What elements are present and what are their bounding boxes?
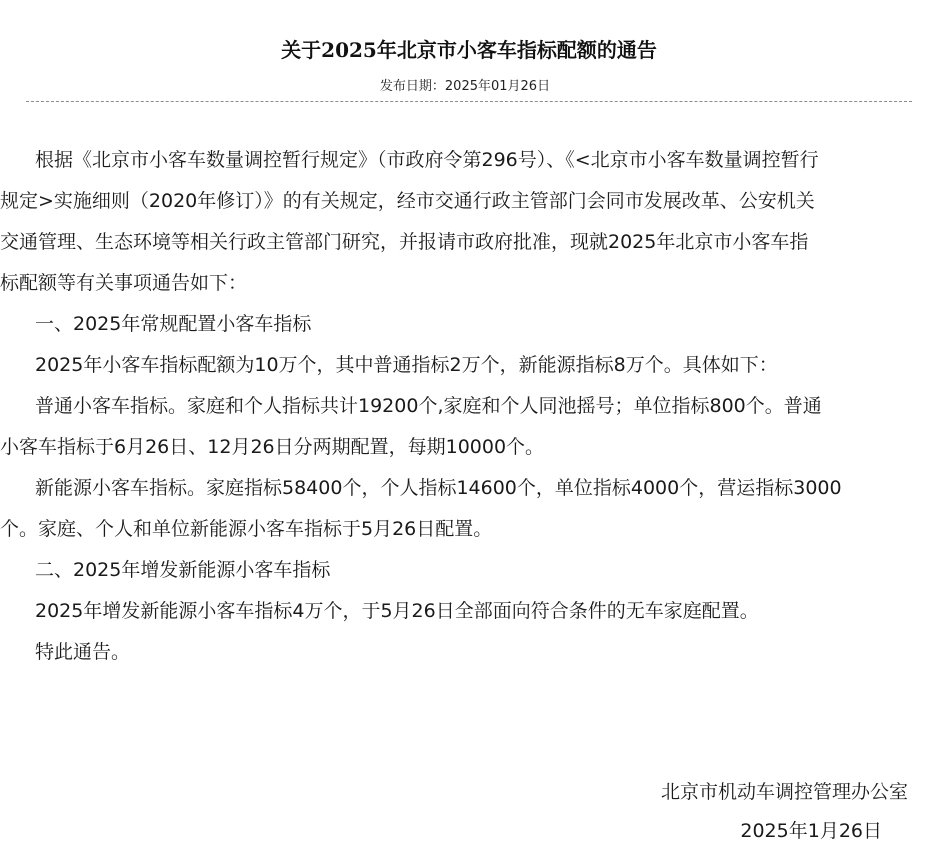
closing-statement: 特此通告。	[35, 641, 131, 663]
nev-quota-line-1: 新能源小客车指标。家庭指标58400个，个人指标14600个，单位指标4000个，营运指标3000	[35, 477, 842, 499]
intro-line-2: 规定>实施细则（2020年修订）》的有关规定，经市交通行政主管部门会同市发展改革、公安机关	[0, 190, 815, 212]
section2-heading: 二、2025年增发新能源小客车指标	[35, 559, 331, 581]
intro-line-4: 标配额等有关事项通告如下：	[0, 272, 248, 294]
signature-organization: 北京市机动车调控管理办公室	[660, 781, 908, 803]
section2-text: 2025年增发新能源小客车指标4万个，于5月26日全部面向符合条件的无车家庭配置。	[35, 600, 759, 622]
nev-quota-line-2: 个。家庭、个人和单位新能源小客车指标于5月26日配置。	[0, 518, 493, 540]
ordinary-quota-line-2: 小客车指标于6月26日、12月26日分两期配置，每期10000个。	[0, 436, 545, 458]
publish-date: 发布日期：2025年01月26日	[379, 79, 551, 94]
header-divider	[26, 101, 912, 102]
section1-summary: 2025年小客车指标配额为10万个，其中普通指标2万个，新能源指标8万个。具体如下：	[35, 354, 778, 376]
intro-line-3: 交通管理、生态环境等相关行政主管部门研究，并报请市政府批准，现就2025年北京市小客车指	[0, 231, 809, 253]
section1-heading: 一、2025年常规配置小客车指标	[35, 313, 312, 335]
intro-line-1: 根据《北京市小客车数量调控暂行规定》（市政府令第296号）、《<北京市小客车数量调控暂行	[35, 149, 819, 171]
notice-body	[0, 140, 910, 673]
notice-title: 关于2025年北京市小客车指标配额的通告	[281, 38, 657, 62]
signature-date: 2025年1月26日	[740, 820, 882, 842]
ordinary-quota-line-1: 普通小客车指标。家庭和个人指标共计19200个,家庭和个人同池摇号；单位指标800个。普通	[35, 395, 822, 417]
